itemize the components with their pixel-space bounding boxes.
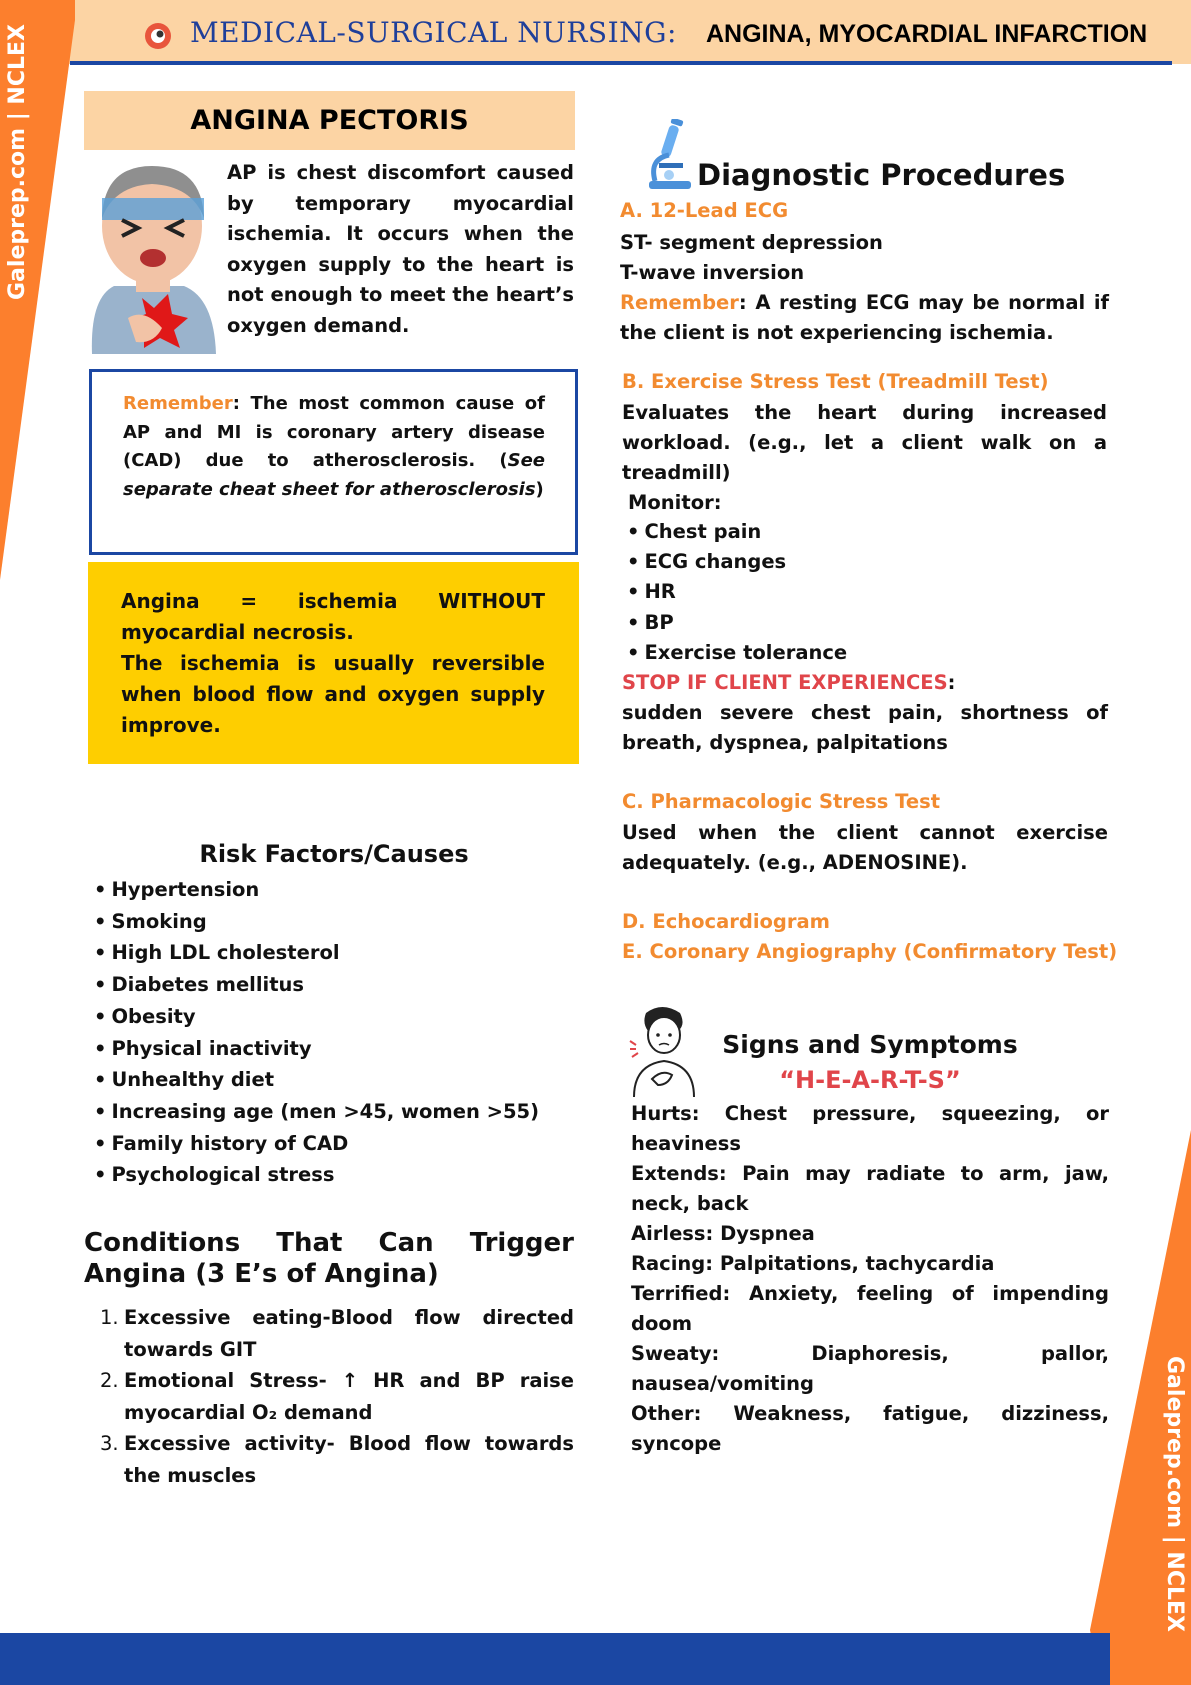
signs-list (631, 1099, 1109, 1459)
page-subtitle: ANGINA, MYOCARDIAL INFARCTION (706, 20, 1148, 48)
list-item: Extends: Pain may radiate to arm, jaw, neck, back (631, 1162, 1109, 1215)
list-item: • High LDL cholesterol (94, 937, 539, 969)
list-item: • Obesity (94, 1001, 539, 1033)
header-divider (70, 61, 1172, 65)
list-item: Airless: Dyspnea (631, 1222, 815, 1245)
microscope-icon (645, 119, 695, 191)
page-title: MEDICAL-SURGICAL NURSING: (190, 16, 677, 49)
stop-text: sudden severe chest pain, shortness of breath, dyspnea, palpitations (622, 701, 1108, 754)
list-item: Hurts: Chest pressure, squeezing, or heaviness (631, 1102, 1109, 1155)
list-item: • HR (627, 577, 847, 607)
signs-mnemonic: “H-E-A-R-T-S” (779, 1066, 961, 1094)
angiography-title: E. Coronary Angiography (Confirmatory Test) (622, 940, 1118, 963)
list-item: • Exercise tolerance (627, 638, 847, 668)
list-item: Other: Weakness, fatigue, dizziness, syncope (631, 1402, 1109, 1455)
ecg-line-2: T-wave inversion (620, 261, 805, 284)
ecg-remember-label: Remember (620, 291, 739, 314)
list-item: • BP (627, 608, 847, 638)
monitor-label: Monitor: (628, 491, 722, 514)
elderly-man-chest-pain-icon (84, 158, 220, 354)
remember-text: : The most common cause of AP and MI is coronary artery disease (CAD) due to atherosclerosis. ( (123, 393, 545, 471)
stop-label: STOP IF CLIENT EXPERIENCES (622, 671, 948, 694)
stress-test-title: B. Exercise Stress Test (Treadmill Test) (622, 370, 1049, 393)
ecg-title: A. 12-Lead ECG (620, 199, 789, 222)
list-number: 3. (100, 1432, 119, 1455)
remember-close: ) (535, 478, 544, 500)
stress-test-text: Evaluates the heart during increased workload. (e.g., let a client walk on a treadmill) (622, 401, 1107, 484)
echo-title: D. Echocardiogram (622, 910, 830, 933)
angina-definition: AP is chest discomfort caused by temporary myocardial ischemia. It occurs when the oxygen supply to the heart is not enough to meet the heart’s oxygen demand. (227, 161, 574, 337)
triggers-list (100, 1302, 574, 1491)
list-item: • Increasing age (men >45, women >55) (94, 1096, 539, 1128)
key-concept-line-1: Angina = ischemia WITHOUT myocardial necrosis. (121, 589, 545, 644)
right-tab-label: Galeprep.com | NCLEX (1162, 1356, 1187, 1632)
list-item: • Smoking (94, 906, 539, 938)
list-item: • Chest pain (627, 517, 847, 547)
stop-warning (622, 668, 1112, 698)
list-item: • Family history of CAD (94, 1128, 539, 1160)
list-item: Terrified: Anxiety, feeling of impending doom (631, 1282, 1109, 1335)
ecg-remember (620, 288, 1109, 348)
pharm-test-text: Used when the client cannot exercise adequately. (e.g., ADENOSINE). (622, 821, 1108, 874)
list-item (100, 1428, 574, 1491)
key-concept-line-2: The ischemia is usually reversible when blood flow and oxygen supply improve. (121, 651, 545, 737)
person-chest-pain-icon (628, 1005, 700, 1097)
list-item: • Physical inactivity (94, 1033, 539, 1065)
list-item: Racing: Palpitations, tachycardia (631, 1252, 995, 1275)
ecg-line-1: ST- segment depression (620, 231, 883, 254)
list-item (100, 1302, 574, 1365)
list-item: • Psychological stress (94, 1159, 539, 1191)
list-item: Sweaty: Diaphoresis, pallor, nausea/vomiting (631, 1342, 1109, 1395)
triggers-heading: Conditions That Can Trigger Angina (3 E’s of Angina) (84, 1228, 574, 1289)
list-item: • Unhealthy diet (94, 1064, 539, 1096)
risk-factors-list (94, 874, 539, 1191)
list-item: • Diabetes mellitus (94, 969, 539, 1001)
list-item (100, 1365, 574, 1428)
remember-label: Remember (123, 393, 233, 414)
stop-colon: : (947, 671, 956, 694)
list-item: • Hypertension (94, 874, 539, 906)
list-number: 1. (100, 1306, 119, 1329)
list-item: • ECG changes (627, 547, 847, 577)
angina-heading: ANGINA PECTORIS (84, 91, 575, 150)
list-text: Excessive activity- Blood flow towards the muscles (124, 1432, 574, 1487)
signs-heading: Signs and Symptoms (722, 1030, 1018, 1059)
ecg-remember-text: : A resting ECG may be normal if the client is not experiencing ischemia. (620, 291, 1109, 344)
galeprep-logo-icon (143, 21, 173, 51)
remember-box (89, 369, 578, 555)
risk-factors-heading: Risk Factors/Causes (199, 840, 469, 868)
remember-italic: See separate cheat sheet for atherosclerosis (123, 450, 545, 500)
left-tab-label: Galeprep.com | NCLEX (5, 24, 30, 300)
diagnostics-heading: Diagnostic Procedures (697, 158, 1066, 192)
list-text: Emotional Stress- ↑ HR and BP raise myocardial O₂ demand (124, 1369, 574, 1424)
list-text: Excessive eating-Blood flow directed towards GIT (124, 1306, 574, 1361)
key-concept-box (88, 562, 579, 764)
monitor-list (627, 517, 847, 668)
footer-band (0, 1633, 1110, 1685)
pharm-test-title: C. Pharmacologic Stress Test (622, 790, 941, 813)
list-number: 2. (100, 1369, 119, 1392)
